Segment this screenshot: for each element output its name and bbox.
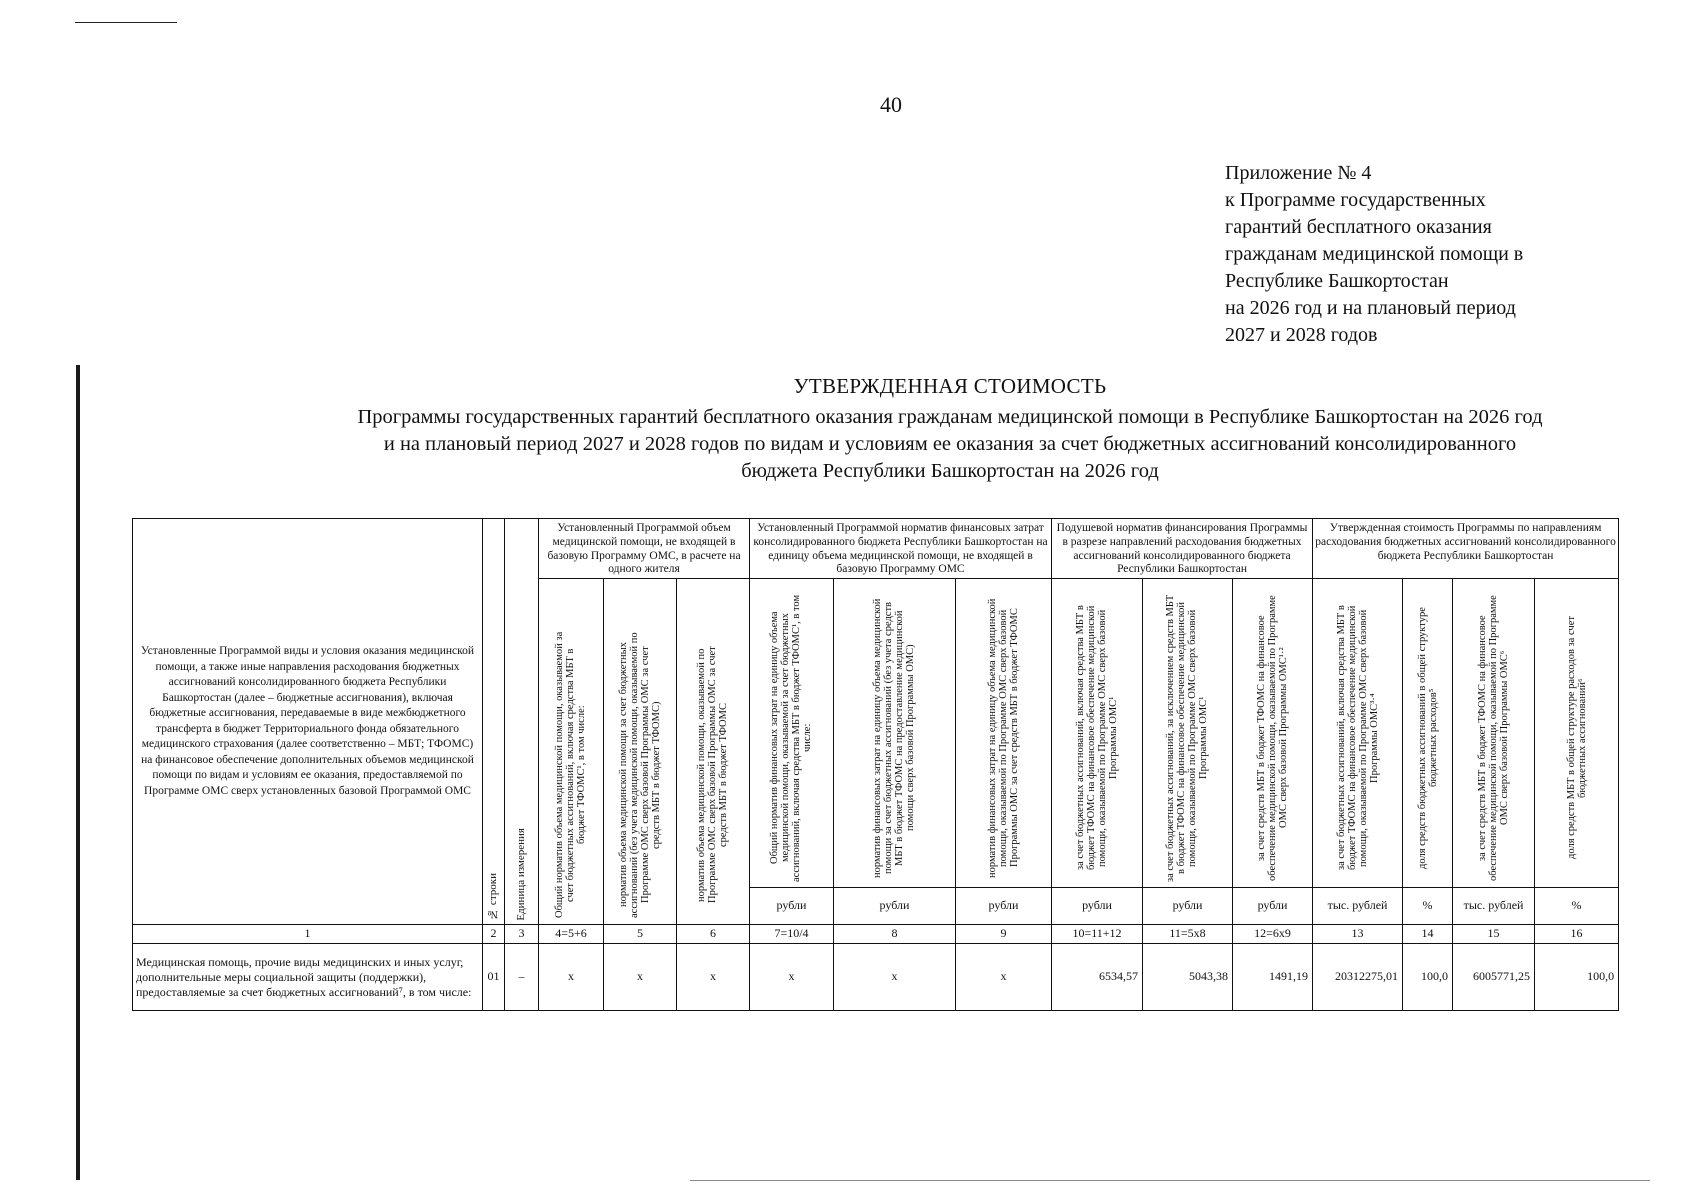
appendix-line: гарантий бесплатного оказания [1225, 216, 1492, 238]
description-header: Установленные Программой виды и условия оказания медицинской помощи, а также иные направления расходования бюджетных ассигнований консолидированного бюджета Республики Башкортостан (далее – бюджетные ассигнования), включая бюджетные ассигнования, передаваемые в виде межбюджетного трансферта в бюджет Территориального фонда обязательного медицинского страхования (далее соответственно – МБТ; ТФОМС) на финансовое обеспечение дополнительных объемов медицинской помощи по видам и условиям ее оказания, предоставляемой по Программе ОМС сверх установленных базовой Программой ОМС [133, 519, 483, 925]
unit-cell: рубли [834, 888, 956, 925]
column-number: 2 [483, 925, 505, 944]
subheader-label: доля средств бюджетных ассигнований в общей структуре бюджетных расходов⁵ [1416, 607, 1439, 870]
group-header-approved-cost: Утвержденная стоимость Программы по направлениям расходования бюджетных ассигнований консолидированного бюджета Республики Башкортостан [1313, 519, 1619, 579]
header-row-groups [133, 519, 1619, 579]
group-header-volume: Установленный Программой объем медицинской помощи, не входящей в базовую Программу ОМС, в расчете на одного жителя [539, 519, 750, 579]
subheader-label: норматив объема медицинской помощи, оказываемой по Программе ОМС сверх базовой Программы ОМС за счет средств МБТ в бюджет ТФОМС [696, 646, 730, 904]
table-cell: x [604, 944, 677, 1011]
table-cell: 6005771,25 [1453, 944, 1535, 1011]
appendix-line: 2027 и 2028 годов [1225, 324, 1378, 346]
table-cell: x [834, 944, 956, 1011]
appendix-line: гражданам медицинской помощи в [1225, 243, 1524, 265]
row-number-header [483, 519, 505, 925]
subheader-label: Общий норматив финансовых затрат на единицу объема медицинской помощи, оказываемой за счет бюджетных ассигнований, включая средства МБТ в бюджет ТФОМС¹, в том числе: [769, 594, 814, 882]
appendix-line: Республике Башкортостан [1225, 270, 1449, 292]
table-cell: 5043,38 [1143, 944, 1233, 1011]
subheader-label: за счет бюджетных ассигнований, включая средства МБТ в бюджет ТФОМС на финансовое обеспечение медицинской помощи, оказываемой по Программе ОМС сверх базовой Программы ОМС³·⁴ [1335, 605, 1380, 871]
unit-cell: рубли [1052, 888, 1143, 925]
unit-cell: % [1535, 888, 1619, 925]
subheader-col-7 [750, 579, 834, 888]
subtitle-line: Программы государственных гарантий бесплатного оказания гражданам медицинской помощи в Республике Башкортостан на 2026 год [357, 406, 1543, 428]
binding-edge [76, 365, 80, 1180]
column-number: 13 [1313, 925, 1403, 944]
document-title: УТВЕРЖДЕННАЯ СТОИМОСТЬ [793, 374, 1107, 398]
appendix-caption [1225, 160, 1625, 349]
unit-cell: % [1403, 888, 1453, 925]
subtitle-line: бюджета Республики Башкортостан на 2026 год [741, 460, 1159, 482]
column-number: 11=5x8 [1143, 925, 1233, 944]
subheader-col-14 [1403, 579, 1453, 888]
unit-cell: рубли [1143, 888, 1233, 925]
subheader-label: норматив объема медицинской помощи за счет бюджетных ассигнований (без учета медицинской помощи, оказываемой по Программе ОМС сверх базовой Программы ОМС за счет средств МБТ в бюджет ТФОМС) [617, 632, 663, 918]
table-row [133, 944, 1619, 1011]
subheader-col-13 [1313, 579, 1403, 888]
subheader-label: за счет бюджетных ассигнований, за исключением средств МБТ в бюджет ТФОМС на финансовое обеспечение медицинской помощи, оказываемой по Программе ОМС сверх базовой Программы ОМС¹ [1165, 594, 1210, 882]
appendix-line: на 2026 год и на плановый период [1225, 297, 1516, 319]
bottom-rule [690, 1180, 1650, 1181]
subheader-label: норматив финансовых затрат на единицу объема медицинской помощи за счет бюджетных ассигнований (без учета средств МБТ в бюджет ТФОМС на предоставление медицинской помощи сверх базовой Программы ОМС) [872, 598, 917, 878]
subheader-col-6 [677, 579, 750, 925]
subheader-label: норматив финансовых затрат на единицу объема медицинской помощи, оказываемой по Программе ОМС сверх базовой Программы ОМС за счет средств МБТ в бюджет ТФОМС [986, 598, 1021, 878]
column-number: 14 [1403, 925, 1453, 944]
subheader-col-9 [956, 579, 1052, 888]
subheader-col-15 [1453, 579, 1535, 888]
subheader-col-16 [1535, 579, 1619, 888]
subheader-col-4 [539, 579, 604, 925]
unit-cell: тыс. рублей [1453, 888, 1535, 925]
subheader-label: за счет средств МБТ в бюджет ТФОМС на финансовое обеспечение медицинской помощи, оказываемой по Программе ОМС сверх базовой Программы ОМС¹·² [1256, 595, 1290, 882]
subheader-col-12 [1233, 579, 1313, 888]
column-number: 10=11+12 [1052, 925, 1143, 944]
column-number-row [133, 925, 1619, 944]
table-cell: x [750, 944, 834, 1011]
subheader-col-11 [1143, 579, 1233, 888]
unit-header-label: Единица измерения [514, 827, 527, 921]
column-number: 12=6x9 [1233, 925, 1313, 944]
row-unit: – [505, 944, 539, 1011]
subheader-col-10 [1052, 579, 1143, 888]
column-number: 9 [956, 925, 1052, 944]
group-header-cost-norm: Установленный Программой норматив финансовых затрат консолидированного бюджета Республики Башкортостан на единицу объема медицинской помощи, не входящей в базовую Программу ОМС [750, 519, 1052, 579]
subheader-col-5 [604, 579, 677, 925]
appendix-line: к Программе государственных [1225, 189, 1486, 211]
column-number: 4=5+6 [539, 925, 604, 944]
subheader-label: за счет бюджетных ассигнований, включая средства МБТ в бюджет ТФОМС на финансовое обеспечение медицинской помощи, оказываемой по Программе ОМС сверх базовой Программы ОМС¹ [1074, 605, 1120, 871]
unit-header [505, 519, 539, 925]
column-number: 8 [834, 925, 956, 944]
cost-table [132, 518, 1619, 1011]
table-cell: 20312275,01 [1313, 944, 1403, 1011]
table-cell: 1491,19 [1233, 944, 1313, 1011]
unit-cell: рубли [956, 888, 1052, 925]
column-number: 16 [1535, 925, 1619, 944]
table-cell: 6534,57 [1052, 944, 1143, 1011]
appendix-line: Приложение № 4 [1225, 162, 1372, 184]
column-number: 6 [677, 925, 750, 944]
subheader-col-8 [834, 579, 956, 888]
subtitle-line: и на плановый период 2027 и 2028 годов по видам и условиям ее оказания за счет бюджетных ассигнований консолидированного [383, 433, 1517, 455]
unit-cell: тыс. рублей [1313, 888, 1403, 925]
table-cell: x [956, 944, 1052, 1011]
subheader-label: Общий норматив объема медицинской помощи, оказываемой за счет бюджетных ассигнований, включая средства МБТ в бюджет ТФОМС¹, в том числе: [554, 632, 588, 919]
row-name: Медицинская помощь, прочие виды медицинских и иных услуг, дополнительные меры социальной защиты (поддержки), предоставляемые за счет бюджетных ассигнований⁷, в том числе: [133, 944, 483, 1011]
group-header-per-capita: Подушевой норматив финансирования Программы в разрезе направлений расходования бюджетных ассигнований консолидированного бюджета Республики Башкортостан [1052, 519, 1313, 579]
column-number: 7=10/4 [750, 925, 834, 944]
column-number: 15 [1453, 925, 1535, 944]
page-number: 40 [880, 92, 902, 117]
table-cell: 100,0 [1403, 944, 1453, 1011]
column-number: 1 [133, 925, 483, 944]
row-number-header-label: № строки [486, 873, 499, 921]
subheader-label: за счет средств МБТ в бюджет ТФОМС на финансовое обеспечение медицинской помощи, оказываемой по Программе ОМС сверх базовой Программы ОМС⁶ [1477, 595, 1511, 882]
unit-cell: рубли [1233, 888, 1313, 925]
table-cell: x [677, 944, 750, 1011]
table-cell: 100,0 [1535, 944, 1619, 1011]
table-cell: x [539, 944, 604, 1011]
subheader-label: доля средств МБТ в общей структуре расходов за счет бюджетных ассигнований⁶ [1565, 616, 1588, 860]
unit-cell: рубли [750, 888, 834, 925]
top-rule [75, 22, 177, 23]
row-number: 01 [483, 944, 505, 1011]
column-number: 5 [604, 925, 677, 944]
column-number: 3 [505, 925, 539, 944]
document-subtitle [270, 404, 1630, 485]
